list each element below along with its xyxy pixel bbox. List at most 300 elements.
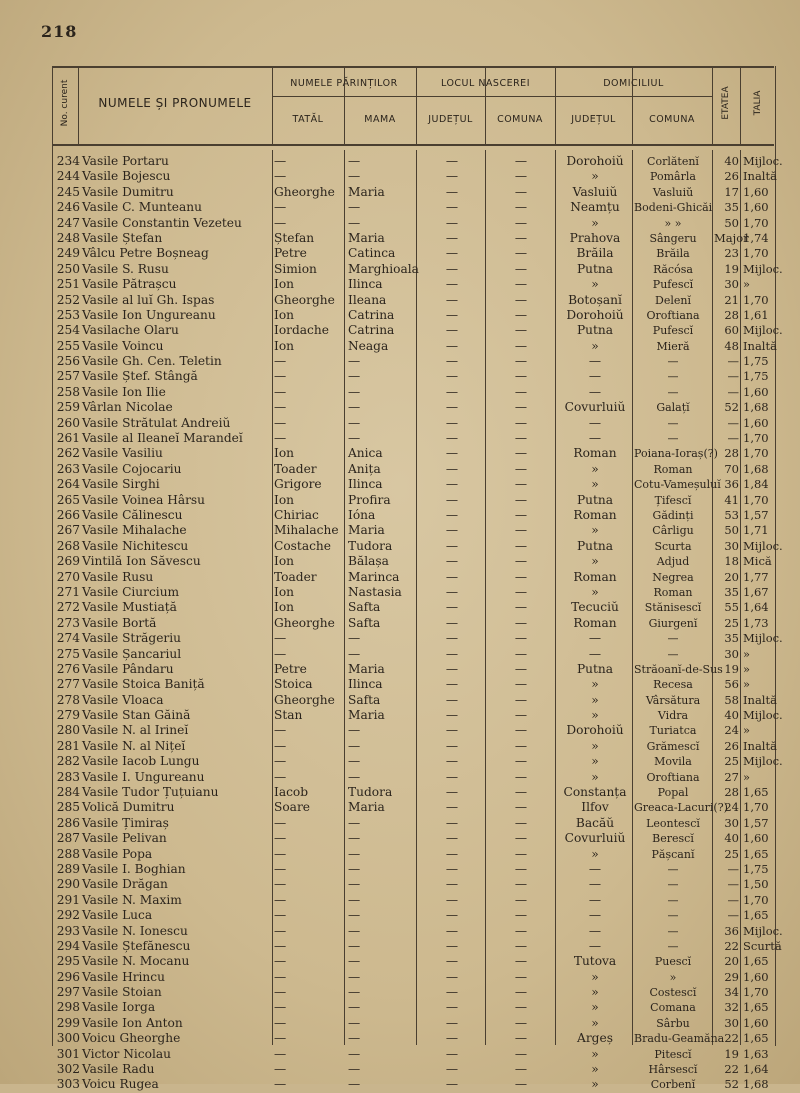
table-row	[52, 662, 774, 677]
row-talia: 1,73	[743, 615, 769, 630]
row-mama: —	[348, 908, 361, 923]
row-judetul-domiciliu: »	[591, 277, 599, 292]
row-judetul-domiciliu: Argeș	[577, 1031, 613, 1046]
row-judetul-nastere: —	[445, 1015, 459, 1030]
row-number: 295	[56, 954, 80, 969]
row-comuna-nastere: —	[514, 923, 528, 938]
row-number: 250	[56, 261, 80, 276]
row-talia: 1,84	[743, 477, 769, 492]
row-number: 254	[56, 323, 80, 338]
row-comuna-nastere: —	[514, 169, 528, 184]
row-name: Vasile Ion Anton	[82, 1015, 183, 1030]
row-comuna-nastere: —	[514, 477, 528, 492]
row-etatea: 22	[724, 1031, 739, 1046]
row-tatal: Grigore	[274, 477, 322, 492]
table-row	[52, 508, 774, 523]
row-etatea: 52	[724, 400, 739, 415]
row-mama: Maria	[348, 708, 385, 723]
row-name: Vasile I. Ungureanu	[82, 769, 205, 784]
row-comuna-domiciliu: —	[667, 432, 679, 446]
row-number: 279	[56, 708, 80, 723]
row-mama: —	[348, 646, 361, 661]
table-row	[52, 1077, 774, 1092]
row-number: 289	[56, 861, 80, 876]
row-judetul-nastere: —	[445, 877, 459, 892]
row-mama: —	[348, 938, 361, 953]
row-comuna-nastere: —	[514, 600, 528, 615]
row-tatal: —	[274, 354, 287, 369]
row-tatal: —	[274, 754, 287, 769]
row-comuna-domiciliu: —	[667, 370, 679, 384]
row-comuna-nastere: —	[514, 1031, 528, 1046]
row-etatea: 28	[724, 785, 739, 800]
row-mama: —	[348, 415, 361, 430]
row-tatal: —	[274, 200, 287, 215]
row-tatal: Ion	[274, 446, 295, 461]
row-tatal: Soare	[274, 800, 310, 815]
row-judetul-domiciliu: Bacăŭ	[575, 815, 615, 830]
row-etatea: 25	[724, 754, 739, 769]
row-number: 291	[56, 892, 80, 907]
row-name: Vasile Ștef. Stângă	[82, 369, 198, 384]
row-name: Vasile Nichitescu	[82, 538, 189, 553]
row-number: 268	[56, 538, 80, 553]
row-talia: 1,60	[743, 1015, 769, 1030]
row-talia: 1,65	[743, 846, 769, 861]
row-tatal: —	[274, 769, 287, 784]
row-number: 296	[56, 969, 80, 984]
row-name: Vasile Popa	[82, 846, 153, 861]
row-comuna-domiciliu: Răcósa	[653, 262, 693, 276]
row-tatal: —	[274, 985, 287, 1000]
row-comuna-nastere: —	[514, 892, 528, 907]
row-talia: 1,70	[743, 492, 769, 507]
row-number: 283	[56, 769, 80, 784]
row-mama: Anica	[348, 446, 383, 461]
row-judetul-nastere: —	[445, 184, 459, 199]
row-tatal: —	[274, 631, 287, 646]
row-comuna-domiciliu: —	[667, 893, 679, 907]
row-name: Vasile Hrincu	[82, 969, 165, 984]
row-etatea: 23	[724, 246, 739, 261]
row-mama: —	[348, 1015, 361, 1030]
table-row	[52, 185, 774, 200]
row-name: Vasile N. Maxim	[82, 892, 182, 907]
row-comuna-nastere: —	[514, 415, 528, 430]
row-name: Voicu Rugea	[82, 1077, 159, 1092]
table-row	[52, 462, 774, 477]
row-comuna-domiciliu: Stănisescĭ	[644, 601, 702, 615]
row-mama: —	[348, 369, 361, 384]
row-mama: —	[348, 1046, 361, 1061]
row-judetul-nastere: —	[445, 661, 459, 676]
table-row	[52, 923, 783, 939]
row-mama: Tudora	[348, 538, 393, 553]
row-etatea: 22	[724, 938, 739, 953]
row-tatal: —	[274, 1015, 287, 1030]
row-name: Vasile Vasiliu	[82, 446, 163, 461]
row-tatal: —	[274, 1000, 287, 1015]
row-comuna-nastere: —	[514, 1015, 528, 1030]
row-judetul-nastere: —	[445, 477, 459, 492]
row-comuna-nastere: —	[514, 661, 528, 676]
row-comuna-nastere: —	[514, 292, 528, 307]
row-etatea: 40	[724, 831, 739, 846]
row-comuna-nastere: —	[514, 184, 528, 199]
table-row	[52, 431, 774, 446]
header-talia: TALIA	[753, 90, 763, 116]
row-name: Vasile Iacob Lungu	[82, 754, 200, 769]
row-talia: Mijloc.	[743, 154, 783, 168]
table-row	[52, 277, 774, 292]
row-mama: —	[348, 1000, 361, 1015]
row-mama: —	[348, 923, 361, 938]
row-tatal: Ion	[274, 338, 295, 353]
row-etatea: 40	[724, 708, 739, 723]
row-judetul-domiciliu: »	[591, 1046, 599, 1061]
table-row	[52, 677, 774, 692]
row-comuna-domiciliu: Pășcanĭ	[651, 847, 695, 861]
row-comuna-nastere: —	[514, 154, 528, 168]
row-number: 271	[56, 584, 80, 599]
row-comuna-domiciliu: Oroftiana	[646, 770, 700, 784]
row-number: 270	[56, 569, 80, 584]
row-comuna-domiciliu: Adjud	[656, 555, 690, 569]
row-tatal: Chiriac	[274, 507, 319, 522]
row-comuna-nastere: —	[514, 754, 528, 769]
table-body	[52, 154, 783, 1093]
row-name: Vasile Radu	[82, 1062, 155, 1077]
row-number: 281	[56, 738, 80, 753]
row-judetul-nastere: —	[445, 692, 459, 707]
row-talia: 1,70	[743, 292, 769, 307]
row-judetul-nastere: —	[445, 369, 459, 384]
table-row	[52, 477, 774, 492]
row-etatea: 32	[724, 1000, 739, 1015]
table-row	[52, 1031, 774, 1046]
row-judetul-nastere: —	[445, 923, 459, 938]
row-judetul-domiciliu: »	[591, 338, 599, 353]
row-mama: Safta	[348, 600, 381, 615]
row-number: 251	[56, 277, 80, 292]
row-name: Voicu Gheorghe	[82, 1031, 181, 1046]
row-judetul-nastere: —	[445, 200, 459, 215]
table-row	[52, 154, 783, 169]
row-etatea: 40	[724, 154, 739, 168]
row-number: 278	[56, 692, 80, 707]
row-judetul-domiciliu: —	[588, 646, 602, 661]
row-comuna-nastere: —	[514, 1077, 528, 1092]
row-etatea: 27	[724, 769, 739, 784]
table-row	[52, 1047, 774, 1062]
row-judetul-nastere: —	[445, 600, 459, 615]
row-judetul-domiciliu: —	[588, 938, 602, 953]
table-row	[52, 738, 777, 754]
row-tatal: —	[274, 846, 287, 861]
row-comuna-nastere: —	[514, 861, 528, 876]
row-talia: 1,75	[743, 354, 769, 369]
row-etatea: 25	[724, 615, 739, 630]
row-comuna-nastere: —	[514, 431, 528, 446]
row-number: 297	[56, 985, 80, 1000]
row-name: Vasile Stoian	[82, 985, 162, 1000]
row-talia: »	[743, 769, 751, 784]
row-number: 293	[56, 923, 80, 938]
row-judetul-nastere: —	[445, 354, 459, 369]
row-judetul-nastere: —	[445, 154, 459, 168]
row-name: Vasile Pătrașcu	[82, 277, 177, 292]
row-tatal: —	[274, 1077, 287, 1092]
row-etatea: 30	[724, 815, 739, 830]
row-talia: 1,65	[743, 785, 769, 800]
row-judetul-domiciliu: »	[591, 1062, 599, 1077]
row-talia: 1,71	[743, 523, 769, 538]
header-mama: MAMA	[364, 114, 396, 125]
row-talia: Mijloc.	[743, 754, 783, 769]
row-judetul-nastere: —	[445, 400, 459, 415]
row-etatea: 30	[724, 1015, 739, 1030]
row-judetul-nastere: —	[445, 708, 459, 723]
table-row	[52, 570, 774, 585]
row-mama: Ilinca	[348, 477, 383, 492]
row-mama: —	[348, 723, 361, 738]
row-comuna-domiciliu: —	[667, 939, 679, 953]
row-number: 269	[56, 554, 80, 569]
row-judetul-domiciliu: —	[588, 369, 602, 384]
row-comuna-nastere: —	[514, 723, 528, 738]
row-etatea: 56	[724, 677, 739, 692]
row-comuna-nastere: —	[514, 692, 528, 707]
row-comuna-domiciliu: Puescĭ	[654, 955, 692, 969]
row-tatal: —	[274, 923, 287, 938]
row-etatea: 28	[724, 307, 739, 322]
row-comuna-domiciliu: Corbenĭ	[650, 1078, 696, 1092]
row-etatea: Major	[714, 230, 749, 245]
row-mama: —	[348, 384, 361, 399]
row-name: Vasile Voinea Hârsu	[82, 492, 206, 507]
row-tatal: Mihalache	[274, 523, 339, 538]
row-comuna-domiciliu: Gădinți	[652, 508, 694, 522]
row-judetul-domiciliu: »	[591, 215, 599, 230]
table-row	[52, 616, 774, 631]
row-comuna-nastere: —	[514, 261, 528, 276]
row-comuna-domiciliu: Popal	[657, 786, 689, 800]
row-judetul-nastere: —	[445, 646, 459, 661]
row-judetul-nastere: —	[445, 723, 459, 738]
row-mama: —	[348, 631, 361, 646]
row-mama: —	[348, 969, 361, 984]
row-name: Vasile N. Ionescu	[82, 923, 188, 938]
row-etatea: 34	[724, 985, 739, 1000]
table-row	[52, 293, 774, 308]
row-name: Vasile Voincu	[82, 338, 164, 353]
row-comuna-domiciliu: »	[669, 970, 677, 984]
row-comuna-nastere: —	[514, 1000, 528, 1015]
row-talia: 1,65	[743, 954, 769, 969]
row-talia: 1,70	[743, 892, 769, 907]
row-name: Vasile al Ileaneĭ Marandeĭ	[82, 431, 243, 446]
row-comuna-domiciliu: Pitescĭ	[654, 1047, 692, 1061]
row-judetul-nastere: —	[445, 554, 459, 569]
row-name: Vasile Ștefan	[82, 230, 163, 245]
row-comuna-domiciliu: —	[667, 416, 679, 430]
row-tatal: —	[274, 815, 287, 830]
table-row	[52, 400, 774, 415]
row-judetul-nastere: —	[445, 954, 459, 969]
row-tatal: —	[274, 646, 287, 661]
row-talia: Mijloc.	[743, 323, 783, 338]
row-judetul-domiciliu: —	[588, 861, 602, 876]
row-etatea: 30	[724, 277, 739, 292]
row-judetul-nastere: —	[445, 307, 459, 322]
row-number: 249	[56, 246, 80, 261]
row-judetul-nastere: —	[445, 1046, 459, 1061]
table-row	[52, 200, 774, 215]
row-talia: 1,70	[743, 800, 769, 815]
row-number: 261	[56, 431, 80, 446]
row-comuna-domiciliu: Sângeru	[649, 231, 697, 245]
row-tatal: —	[274, 415, 287, 430]
row-comuna-nastere: —	[514, 738, 528, 753]
row-comuna-nastere: —	[514, 938, 528, 953]
row-name: Vasile N. Mocanu	[82, 954, 190, 969]
row-tatal: Ion	[274, 307, 295, 322]
row-judetul-domiciliu: Putna	[576, 261, 614, 276]
row-mama: —	[348, 754, 361, 769]
row-comuna-domiciliu: Vidra	[657, 709, 689, 723]
row-judetul-nastere: —	[445, 461, 459, 476]
row-name: Vasile Mustiață	[82, 600, 177, 615]
row-mama: Marinca	[348, 569, 400, 584]
row-tatal: Ion	[274, 554, 295, 569]
row-number: 244	[56, 169, 80, 184]
row-judetul-domiciliu: Putna	[576, 661, 614, 676]
row-etatea: 30	[724, 646, 739, 661]
row-number: 273	[56, 615, 80, 630]
row-name: Vasile Călinescu	[82, 507, 183, 522]
row-judetul-nastere: —	[445, 230, 459, 245]
row-comuna-domiciliu: Țifescĭ	[654, 493, 692, 507]
row-tatal: Toader	[274, 569, 317, 584]
row-name: Volică Dumitru	[82, 800, 175, 815]
row-judetul-nastere: —	[445, 569, 459, 584]
row-tatal: Petre	[274, 661, 307, 676]
row-comuna-domiciliu: —	[667, 385, 679, 399]
row-judetul-nastere: —	[445, 800, 459, 815]
row-tatal: Ion	[274, 600, 295, 615]
row-mama: —	[348, 846, 361, 861]
row-name: Vârlan Nicolae	[82, 400, 173, 415]
row-judetul-nastere: —	[445, 938, 459, 953]
row-judetul-domiciliu: »	[591, 708, 599, 723]
table-row	[52, 877, 774, 892]
row-number: 294	[56, 938, 80, 953]
row-judetul-domiciliu: Tutova	[573, 954, 617, 969]
table-row	[52, 938, 782, 954]
row-tatal: Iordache	[274, 323, 329, 338]
row-number: 264	[56, 477, 80, 492]
row-number: 287	[56, 831, 80, 846]
table-row	[52, 493, 774, 508]
row-etatea: 60	[724, 323, 739, 338]
row-number: 286	[56, 815, 80, 830]
row-comuna-domiciliu: Grămescĭ	[646, 739, 700, 753]
row-judetul-domiciliu: —	[588, 877, 602, 892]
row-comuna-nastere: —	[514, 246, 528, 261]
row-comuna-domiciliu: —	[667, 647, 679, 661]
row-number: 267	[56, 523, 80, 538]
row-judetul-nastere: —	[445, 1062, 459, 1077]
row-name: Victor Nicolau	[82, 1046, 171, 1061]
table-row	[52, 523, 774, 538]
row-tatal: Costache	[274, 538, 331, 553]
row-judetul-domiciliu: Tecuciŭ	[571, 600, 619, 615]
row-judetul-domiciliu: Roman	[573, 615, 617, 630]
row-judetul-domiciliu: »	[591, 554, 599, 569]
row-tatal: Iacob	[274, 785, 309, 800]
row-mama: —	[348, 215, 361, 230]
row-mama: —	[348, 892, 361, 907]
table-row	[52, 847, 774, 862]
row-mama: Maria	[348, 230, 385, 245]
row-comuna-domiciliu: Corlătenĭ	[647, 155, 699, 168]
row-etatea: 17	[724, 184, 739, 199]
row-judetul-domiciliu: »	[591, 584, 599, 599]
row-etatea: 22	[724, 1062, 739, 1077]
row-talia: »	[743, 646, 751, 661]
row-comuna-domiciliu: » »	[664, 216, 682, 230]
row-etatea: —	[727, 369, 739, 384]
row-comuna-domiciliu: Movila	[654, 755, 692, 769]
row-judetul-domiciliu: Botoșanĭ	[568, 292, 622, 307]
row-comuna-nastere: —	[514, 323, 528, 338]
row-etatea: 24	[724, 723, 739, 738]
row-number: 275	[56, 646, 80, 661]
row-judetul-nastere: —	[445, 169, 459, 184]
row-comuna-domiciliu: Străoanĭ-de-Sus	[634, 662, 723, 676]
row-tatal: —	[274, 831, 287, 846]
row-comuna-nastere: —	[514, 200, 528, 215]
row-name: Vasile Strătulat Andreiŭ	[82, 415, 231, 430]
row-name: Vasile Dumitru	[82, 184, 174, 199]
row-comuna-nastere: —	[514, 800, 528, 815]
row-judetul-nastere: —	[445, 615, 459, 630]
row-comuna-nastere: —	[514, 877, 528, 892]
row-mama: Marghioala	[348, 261, 419, 276]
row-comuna-nastere: —	[514, 908, 528, 923]
row-comuna-nastere: —	[514, 985, 528, 1000]
row-etatea: 19	[724, 261, 739, 276]
row-number: 303	[56, 1077, 80, 1092]
header-comuna-domiciliu: COMUNA	[649, 114, 695, 125]
row-judetul-domiciliu: Vasluiŭ	[572, 184, 618, 199]
row-judetul-domiciliu: »	[591, 169, 599, 184]
row-judetul-domiciliu: —	[588, 631, 602, 646]
row-mama: —	[348, 400, 361, 415]
row-tatal: Gheorghe	[274, 615, 335, 630]
row-judetul-domiciliu: »	[591, 985, 599, 1000]
row-judetul-domiciliu: Prahova	[569, 230, 621, 245]
row-etatea: 70	[724, 461, 739, 476]
row-number: 248	[56, 230, 80, 245]
row-name: Vasile Mihalache	[82, 523, 187, 538]
row-name: Vasile Rusu	[82, 569, 154, 584]
row-comuna-nastere: —	[514, 538, 528, 553]
row-comuna-domiciliu: Brăila	[656, 247, 690, 261]
row-etatea: 18	[724, 554, 739, 569]
header-locul-nasterei: LOCUL NASCEREI	[440, 78, 530, 89]
row-talia: 1,67	[743, 584, 769, 599]
